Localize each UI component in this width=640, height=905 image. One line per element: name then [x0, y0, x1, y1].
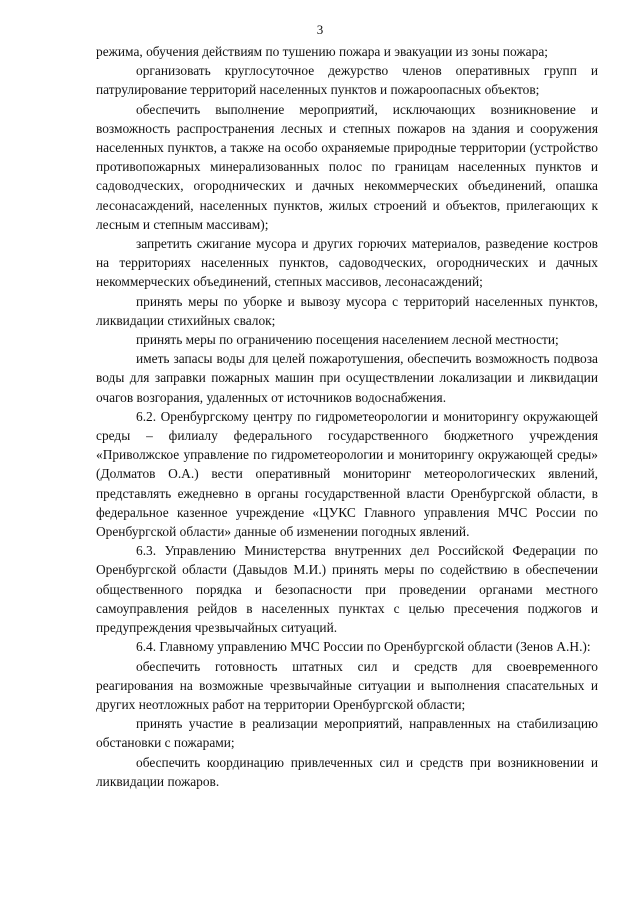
paragraph-coordination: обеспечить координацию привлеченных сил и средств при возникновении и ликвидации пожаров. [96, 754, 598, 789]
paragraph-section-6-2: 6.2. Оренбургскому центру по гидрометеорологии и мониторингу окружающей среды – филиалу федерального государственного бюджетного учреждения «Приволжское управление по гидрометеорологии и мониторингу окружающей среды» (Долматов О.А.) вести оперативный мониторинг метеорологических явлений, представлять ежедневно в органы государственной власти Оренбургской области, в федеральное казенное учреждение «ЦУКС Главного управления МЧС России по Оренбургской области» данные об изменении погодных явлений. [96, 408, 598, 540]
document-body [96, 42, 598, 791]
paragraph-readiness: обеспечить готовность штатных сил и средств для своевременного реагирования на возможные чрезвычайные ситуации и выполнения спасательных и других неотложных работ на территории Оренбургской области; [96, 658, 598, 712]
paragraph-burning-ban: запретить сжигание мусора и других горючих материалов, разведение костров на территориях населенных пунктов, садоводческих, огороднических и дачных некоммерческих объединений, степных массивов, лесонасаждений; [96, 236, 598, 290]
paragraph-water-reserves: иметь запасы воды для целей пожаротушения, обеспечить возможность подвоза воды для заправки пожарных машин при осуществлении локализации и ликвидации очагов возгорания, удаленных от источников водоснабжения. [96, 351, 598, 405]
page-number: 3 [316, 22, 324, 37]
paragraph-fire-prevention-measures: обеспечить выполнение мероприятий, исключающих возникновение и возможность распространения лесных и степных пожаров на здания и сооружения населенных пунктов, а также на особо охраняемые природные территории (устройство противопожарных минерализованных полос по границам населенных пунктов и садоводческих, огороднических и дачных некоммерческих объединений, опашка лесонасаждений, населенных пунктов, жилых строений и объектов, прилегающих к лесным и степным массивам); [96, 101, 598, 232]
paragraph-garbage-removal: принять меры по уборке и вывозу мусора с территорий населенных пунктов, ликвидации стихийных свалок; [96, 293, 598, 328]
paragraph-section-6-3: 6.3. Управлению Министерства внутренних дел Российской Федерации по Оренбургской области (Давыдов М.И.) принять меры по содействию в обеспечении общественного порядка и безопасности при проведении органами местного самоуправления рейдов в населенных пунктах с целью пресечения поджогов и предупреждения чрезвычайных ситуаций. [96, 543, 598, 636]
paragraph-section-6-4: 6.4. Главному управлению МЧС России по Оренбургской области (Зенов А.Н.): [136, 639, 591, 655]
paragraph-patrol-duty: организовать круглосуточное дежурство членов оперативных групп и патрулирование территорий населенных пунктов и пожароопасных объектов; [96, 63, 598, 98]
paragraph-forest-visit-restriction: принять меры по ограничению посещения населением лесной местности; [136, 332, 559, 348]
paragraph-stabilization: принять участие в реализации мероприятий, направленных на стабилизацию обстановки с пожарами; [96, 716, 598, 751]
paragraph-continuation: режима, обучения действиям по тушению пожара и эвакуации из зоны пожара; [96, 44, 548, 59]
